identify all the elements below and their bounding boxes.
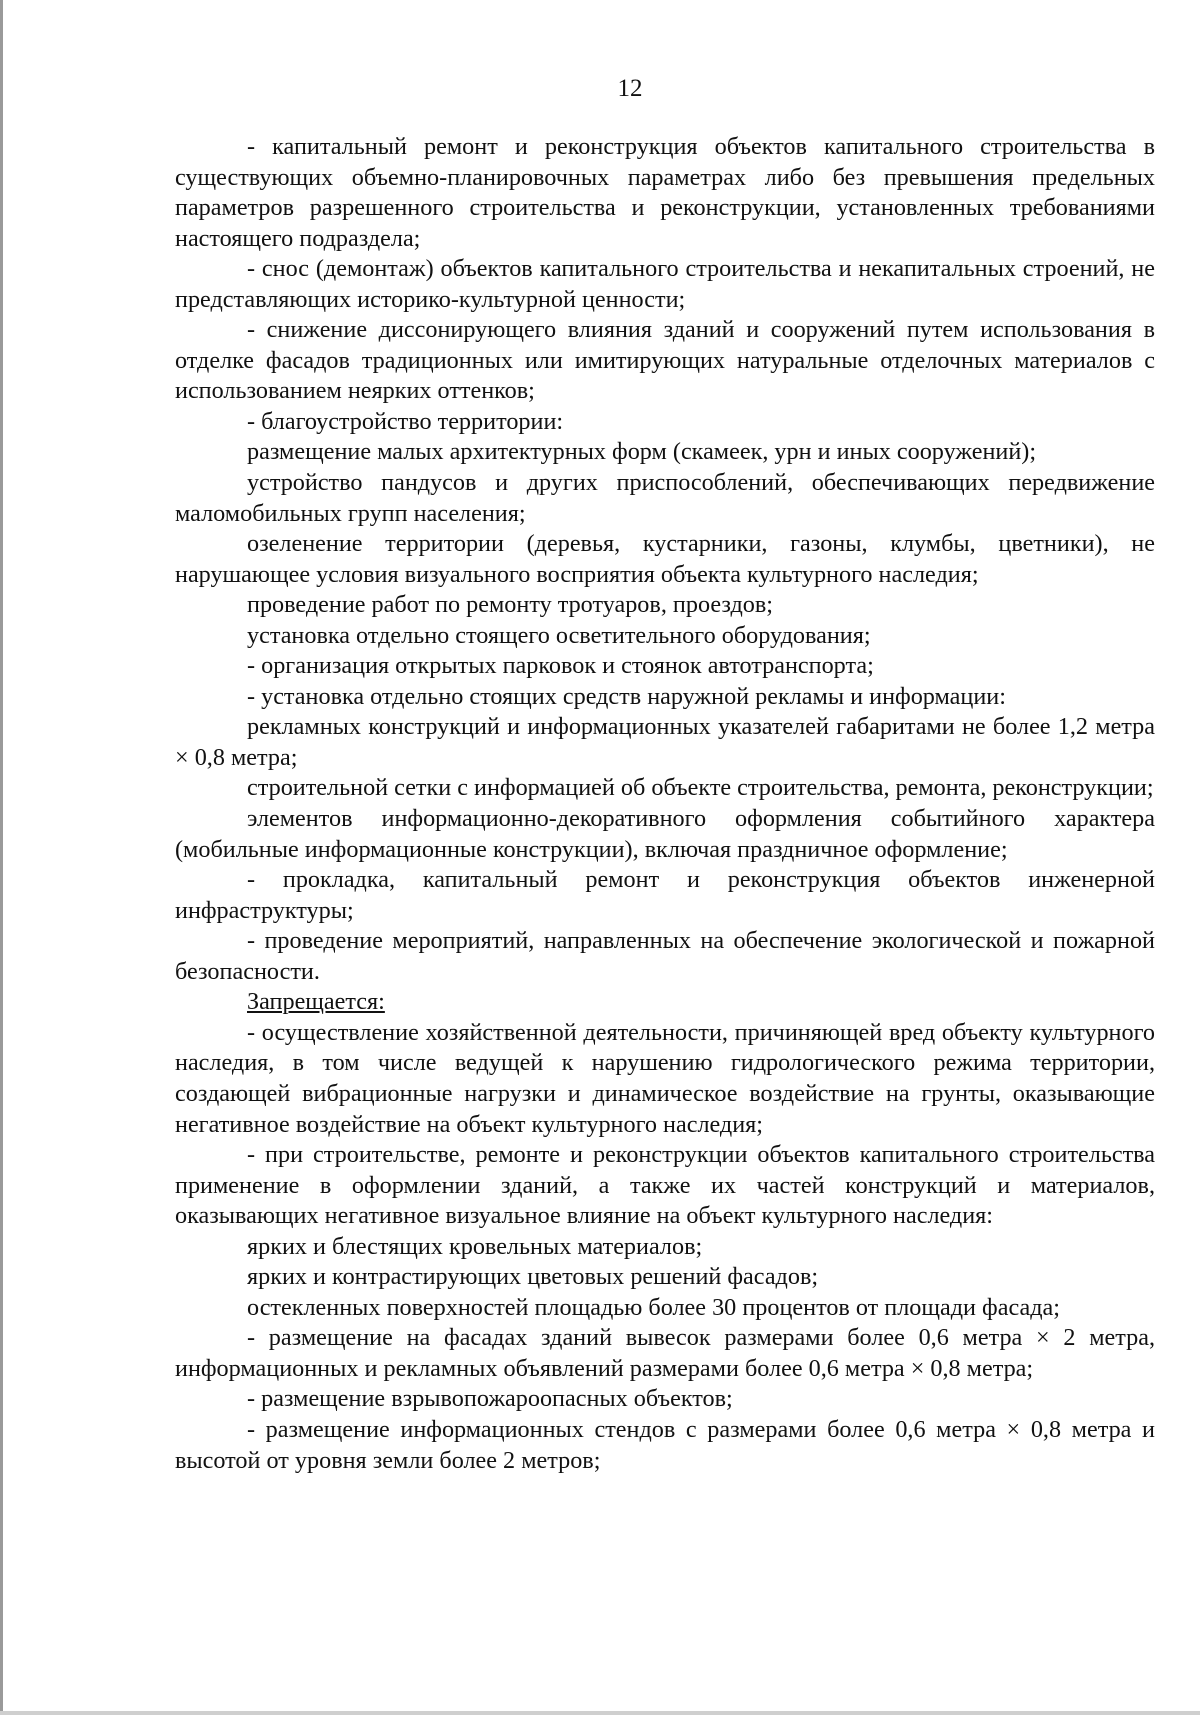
paragraph: - прокладка, капитальный ремонт и реконструкция объектов инженерной инфраструктуры; [175,866,1155,924]
prohibited-heading [175,987,1155,1018]
paragraph: - установка отдельно стоящих средств наружной рекламы и информации: [247,682,1006,710]
paragraph: проведение работ по ремонту тротуаров, проездов; [247,591,774,619]
paragraph: элементов информационно-декоративного оформления событийного характера (мобильные информационные конструкции), включая праздничное оформление; [175,805,1155,863]
paragraph: - размещение информационных стендов с размерами более 0,6 метра × 0,8 метра и высотой от уровня земли более 2 метров; [175,1415,1155,1474]
paragraph: рекламных конструкций и информационных указателей габаритами не более 1,2 метра × 0,8 метра; [175,713,1155,771]
scan-bottom-edge [0,1711,1200,1715]
paragraph: ярких и контрастирующих цветовых решений фасадов; [247,1263,819,1291]
paragraph: ярких и блестящих кровельных материалов; [247,1232,703,1260]
paragraph: - организация открытых парковок и стоянок автотранспорта; [247,652,874,680]
paragraph: устройство пандусов и других приспособлений, обеспечивающих передвижение маломобильных групп населения; [175,469,1155,527]
paragraph: озеленение территории (деревья, кустарники, газоны, клумбы, цветники), не нарушающее условия визуального восприятия объекта культурного наследия; [175,530,1155,588]
paragraph: - снос (демонтаж) объектов капитального строительства и некапитальных строений, не представляющих историко-культурной ценности; [175,255,1155,313]
paragraph: - благоустройство территории: [247,407,564,435]
document-body [175,132,1155,1476]
paragraph: - размещение взрывопожароопасных объектов; [247,1385,733,1413]
paragraph: - размещение на фасадах зданий вывесок размерами более 0,6 метра × 2 метра, информационных и рекламных объявлений размерами более 0,6 метра × 0,8 метра; [175,1324,1155,1382]
prohibited-heading-text: Запрещается: [247,988,385,1016]
paragraph: строительной сетки с информацией об объекте строительства, ремонта, реконструкции; [247,774,1154,802]
paragraph: - капитальный ремонт и реконструкция объектов капитального строительства в существующих объемно-планировочных параметрах либо без превышения предельных параметров разрешенного строительства и реконструкции, установленных требованиями настоящего подраздела; [175,133,1155,252]
page-number: 12 [617,75,643,102]
paragraph: остекленных поверхностей площадью более 30 процентов от площади фасада; [247,1293,1060,1321]
paragraph: размещение малых архитектурных форм (скамеек, урн и иных сооружений); [247,438,1037,466]
paragraph: - снижение диссонирующего влияния зданий и сооружений путем использования в отделке фасадов традиционных или имитирующих натуральные отделочных материалов с использованием неярких оттенков; [175,316,1155,405]
paragraph: - осуществление хозяйственной деятельности, причиняющей вред объекту культурного наследия, в том числе ведущей к нарушению гидрологического режима территории, создающей вибрационные нагрузки и динамическое воздействие на грунты, оказывающие негативное воздействие на объект культурного наследия; [175,1018,1155,1138]
paragraph: установка отдельно стоящего осветительного оборудования; [247,621,871,649]
paragraph: - проведение мероприятий, направленных на обеспечение экологической и пожарной безопасности. [175,927,1155,985]
scan-left-edge [0,0,3,1715]
paragraph: - при строительстве, ремонте и реконструкции объектов капитального строительства применение в оформлении зданий, а также их частей конструкций и материалов, оказывающих негативное визуальное влияние на объект культурного наследия: [175,1141,1155,1230]
